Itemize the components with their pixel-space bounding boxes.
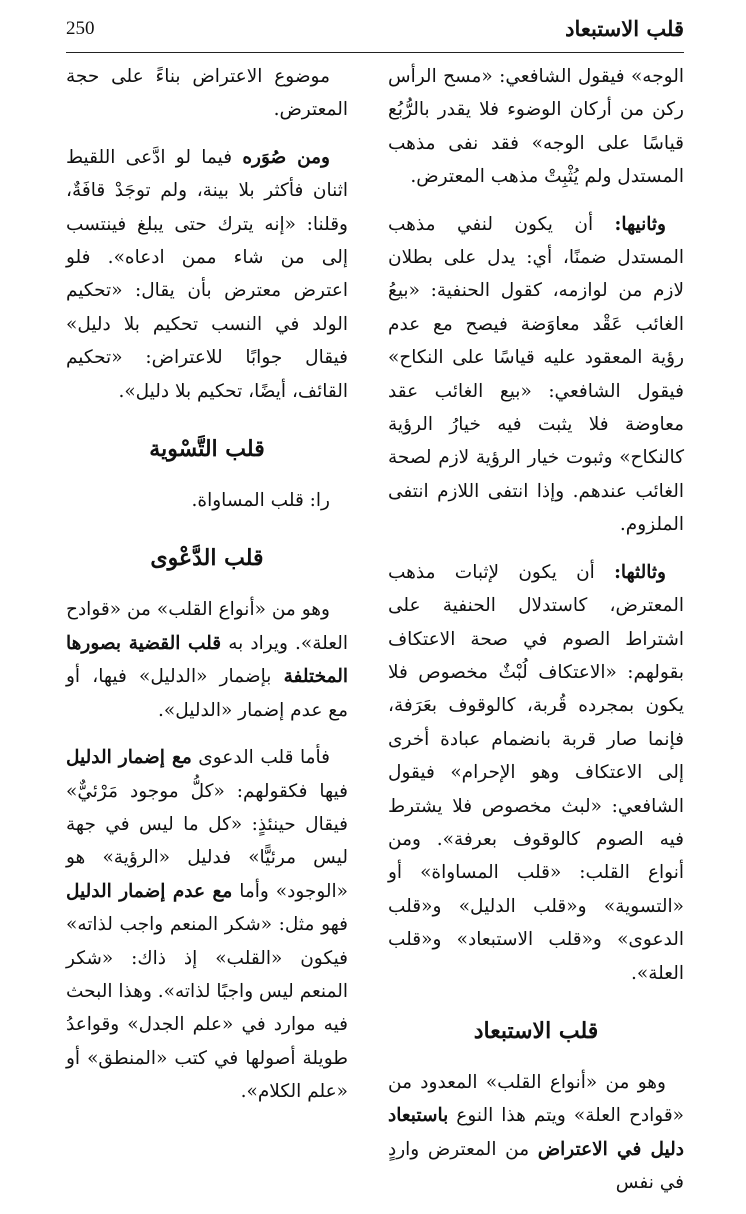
paragraph-text: فهو مثل: «شكر المنعم واجب لذاته» فيكون «القلب» إذ ذاك: «شكر المنعم ليس واجبًا لذاته». وهذا البحث فيه موارد في «علم الجدل» وقواعدُ طويلة أصولها في كتب «المنطق» أو «علم الكلام». [66,914,348,1103]
bold-phrase: قلب القضية بصورها المختلفة [66,632,348,688]
right-column [388,60,684,1214]
paragraph-text: من المعترض واردٍ في نفس [388,1138,684,1194]
section-heading: قلب الاستبعاد [473,1017,599,1044]
paragraph [66,141,348,408]
paragraph [66,593,348,727]
paragraph-text: فيما لو ادَّعى اللقيط اثنان فأكثر بلا بينة، ولم توجَدْ قافَةٌ، وقلنا: «إنه يترك حتى يبلغ فينتسب إلى من شاء ممن ادعاه». فلو اعترض معترض بأن يقال: «تحكيم الولد في النسب تحكيم بلا دليل» فيقال جوابًا للاعتراض: «تحكيم القائف، أيضًا، تحكيم بلا دليل». [66,146,348,402]
bold-phrase: مع عدم إضمار الدليل [66,880,233,902]
section-heading: قلب الدَّعْوى [150,545,264,572]
paragraph-text: فأما قلب الدعوى [191,747,330,769]
paragraph-text: فيها فكقولهم: «كلُّ موجود مَرْئيٌّ» فيقال حينئذٍ: «كل ما ليس في جهة ليس مرئيًّا» فدليل «الرؤية» هو «الوجود» وأما [66,780,348,902]
paragraph-text: أن يكون لنفي مذهب المستدل ضمنًا، أي: يدل على بطلان لازم من لوازمه، كقول الحنفية: «بيعُ الغائب عَقْد معاوَضة فيصح مع عدم رؤية المعقود عليه قياسًا على النكاح» فيقول الشافعي: «بيع الغائب عقد معاوضة فلا يثبت فيه خيارُ الرؤية كالنكاح» وثبوت خيار الرؤية لازم لصحة الغائب عندهم. وإذا انتفى اللازم انتفى الملزوم. [388,213,684,536]
paragraph [388,556,684,990]
paragraph [66,741,348,1108]
bold-phrase: مع إضمار الدليل [66,747,192,769]
page-header [66,12,684,53]
paragraph-label: وثالثها: [614,561,666,583]
left-column [66,60,348,1123]
paragraph: الوجه» فيقول الشافعي: «مسح الرأس ركن من أركان الوضوء فلا يقدر بالرُّبُع قياسًا على الوجه» فقد نفى مذهب المستدل ولم يُثْبِتْ مذهب المعترض. [388,66,684,188]
running-title: قلب الاستبعاد [565,16,684,41]
page-number: 250 [66,18,95,39]
bold-phrase: باستبعاد دليل في الاعتراض [388,1105,685,1160]
paragraph-text: أن يكون لإثبات مذهب المعترض، كاستدلال الحنفية على اشتراط الصوم في صحة الاعتكاف بقولهم: «الاعتكاف لُبْثٌ مخصوص فلا يكون بمجرده قُربة، كالوقوف بعَرَفة، فإنما صار قربة بانضمام عبادة أخرى إلى الاعتكاف وهو الإحرام» فيقول الشافعي: «لبث مخصوص فلا يشترط فيه الصوم كالوقوف بعرفة». ومن أنواع القلب: «قلب المساواة» أو «التسوية» و«قلب الدليل» و«قلب الدعوى» و«قلب الاستبعاد» و«قلب العلة». [388,561,684,984]
paragraph: را: قلب المساواة. [191,490,330,512]
paragraph-text: وهو من «أنواع القلب» المعدود من «قوادح العلة» ويتم هذا النوع [388,1071,684,1127]
paragraph [388,208,684,542]
paragraph-label: وثانيها: [614,213,666,235]
paragraph-text: وهو من «أنواع القلب» من «قوادح العلة». ويراد به [66,599,348,654]
paragraph-label: ومن صُوَره [242,146,330,168]
section-heading: قلب التَّسْوية [149,436,265,463]
paragraph [388,1066,684,1200]
paragraph: موضوع الاعتراض بناءً على حجة المعترض. [66,66,348,121]
paragraph-text: بإضمار «الدليل» فيها، أو مع عدم إضمار «الدليل». [66,666,348,721]
